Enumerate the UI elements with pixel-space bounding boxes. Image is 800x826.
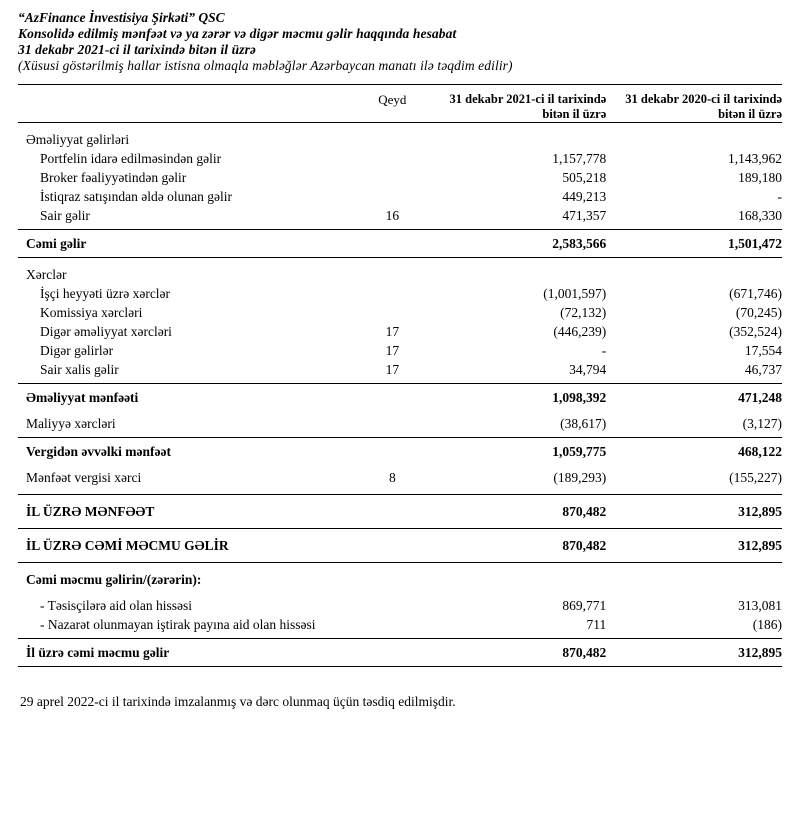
table-row: Sair xalis gəlir 17 34,794 46,737 (40, 362, 782, 377)
section-heading-expenses: Xərclər (26, 267, 67, 282)
financial-statement-table (18, 84, 782, 667)
total-comprehensive-income-row: İL ÜZRƏ CƏMİ MƏCMU GƏLİR 870,482 312,895 (26, 538, 782, 553)
table-row: Portfelin idarə edilməsindən gəlir 1,157,778 1,143,962 (40, 151, 782, 166)
table-row: Broker fəaliyyətindən gəlir 505,218 189,180 (40, 170, 782, 185)
table-header-row (18, 92, 782, 123)
approval-footnote: 29 aprel 2022-ci il tarixində imzalanmış və dərc olunmaq üçün təsdiq edilmişdir. (20, 694, 456, 709)
col-header-note: Qeyd (378, 92, 407, 107)
company-name: “AzFinance İnvestisiya Şirkəti” QSC (18, 10, 225, 25)
table-row: İstiqraz satışından əldə olunan gəlir 449,213 - (40, 189, 782, 204)
col-header-year-2021: 31 dekabr 2021-ci il tarixində bitən il üzrə (449, 92, 607, 121)
total-income-row: Cəmi gəlir 2,583,566 1,501,472 (26, 236, 782, 251)
currency-note: (Xüsusi göstərilmiş hallar istisna olmaqla məbləğlər Azərbaycan manatı ilə təqdim edilir) (18, 58, 513, 73)
table-row: Komissiya xərcləri (72,132) (70,245) (40, 305, 782, 320)
profit-for-year-row: İL ÜZRƏ MƏNFƏƏT 870,482 312,895 (26, 504, 782, 519)
statement-title: Konsolidə edilmiş mənfəət və ya zərər və digər məcmu gəlir haqqında hesabat (18, 26, 457, 41)
table-row: - Təsisçilərə aid olan hissəsi 869,771 313,081 (40, 598, 782, 613)
col-header-year-2020: 31 dekabr 2020-ci il tarixində bitən il üzrə (625, 92, 782, 121)
income-tax-row: Mənfəət vergisi xərci 8 (189,293) (155,227) (26, 470, 782, 485)
table-row: Sair gəlir 16 471,357 168,330 (40, 208, 782, 223)
operating-profit-row: Əməliyyat mənfəəti 1,098,392 471,248 (26, 390, 782, 405)
table-row: İşçi heyyəti üzrə xərclər (1,001,597) (671,746) (40, 286, 782, 301)
profit-before-tax-row: Vergidən əvvəlki mənfəət 1,059,775 468,122 (26, 444, 782, 459)
section-heading-attributable: Cəmi məcmu gəlirin/(zərərin): (26, 572, 202, 587)
col-header-label (18, 92, 354, 123)
finance-costs-row: Maliyyə xərcləri (38,617) (3,127) (26, 416, 782, 431)
rule-table-bottom (18, 667, 782, 668)
section-heading-operating-income: Əməliyyat gəlirləri (26, 132, 130, 147)
table-row: Digər gəlirlər 17 - 17,554 (40, 343, 782, 358)
total-comprehensive-bottom-row: İl üzrə cəmi məcmu gəlir 870,482 312,895 (26, 645, 782, 660)
statement-period: 31 dekabr 2021-ci il tarixində bitən il üzrə (18, 42, 257, 57)
table-row: - Nazarət olunmayan iştirak payına aid olan hissəsi 711 (186) (40, 617, 782, 632)
table-row: Digər əməliyyat xərcləri 17 (446,239) (352,524) (40, 324, 782, 339)
